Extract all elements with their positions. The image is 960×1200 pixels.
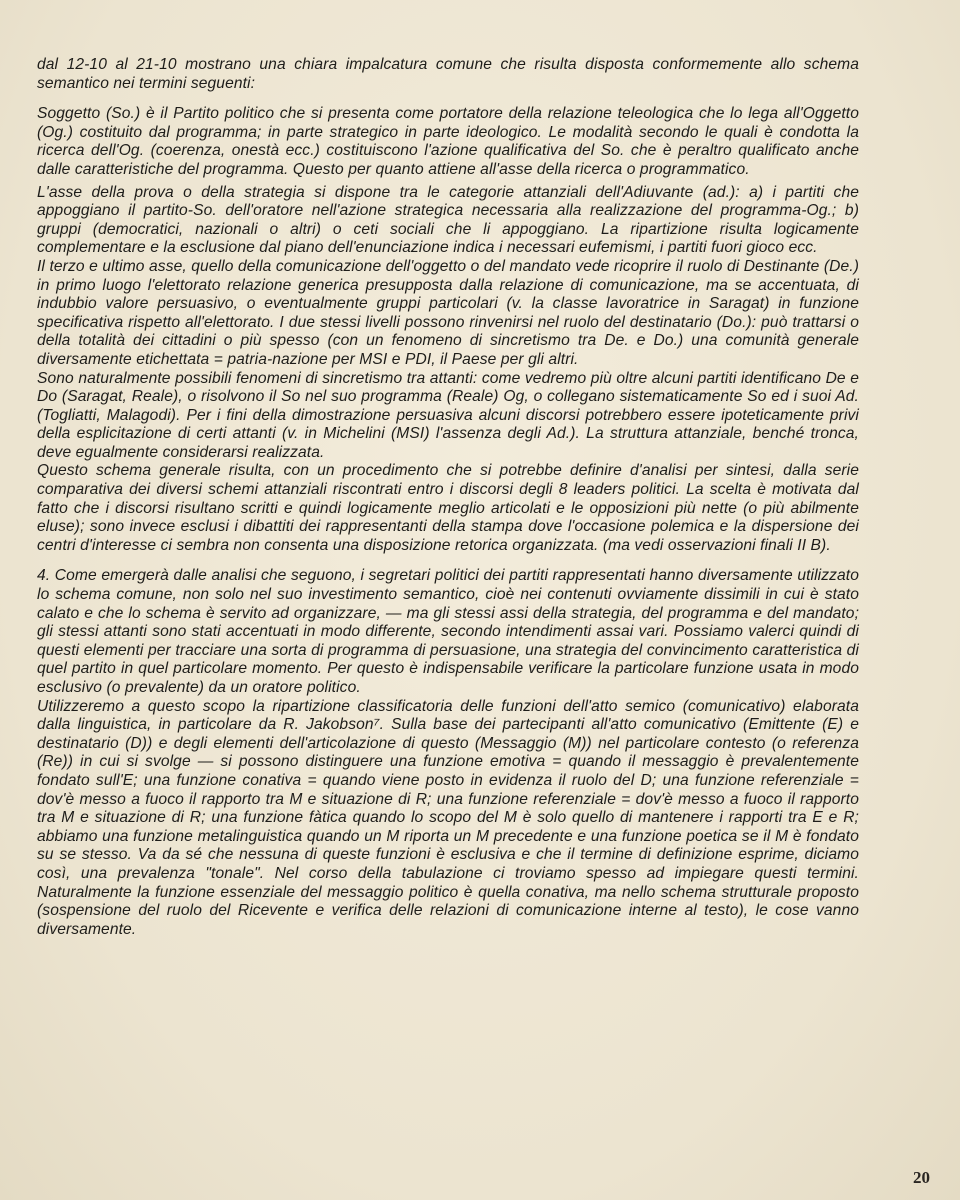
paragraph-section-4: 4. Come emergerà dalle analisi che seguono, i segretari politici dei partiti rappresentati hanno diversamente utilizzato lo schema comune, non solo nel suo investimento semantico, cioè nei contenuti ovviamente dissimili in cui è stato calato e che lo schema è servito ad organizzare, — ma gli stessi assi della strategia, del programma e del mandato; gli stessi attanti sono stati accentuati in modo differente, secondo intendimenti assai vari. Possiamo valerci quindi di questi elementi per tracciare una sorta di programma di persuasione, una strategia del convincimento caratteristica di quel partito in quel particolare momento. Per questo è indispensabile verificare la particolare funzione usata in modo esclusivo (o prevalente) da un oratore politico.: [37, 567, 859, 696]
page-number: 20: [913, 1168, 930, 1187]
paragraph-soggetto: Soggetto (So.) è il Partito politico che si presenta come portatore della relazione teleologica che lo lega all'Oggetto (Og.) costituito dal programma; in parte strategico in parte ideologico. Le modalità secondo le quali è condotta la ricerca dell'Og. (coerenza, onestà ecc.) costituiscono l'azione qualificativa del So. che è peraltro qualificato anche dalle caratteristiche del programma. Questo per quanto attiene all'asse della ricerca o programmatico.: [37, 105, 859, 178]
paragraph-terzo-asse: Il terzo e ultimo asse, quello della comunicazione dell'oggetto o del mandato vede ricoprire il ruolo di Destinante (De.) in primo luogo l'elettorato relazione generica presupposta dalla relazione di comunicazione, ma se accentuata, di indubbio valore persuasivo, o eventualmente gruppi particolari (v. la classe lavoratrice in Saragat) in funzione specificativa rispetto all'elettorato. I due stessi livelli possono rinvenirsi nel ruolo del destinatario (Do.): può trattarsi o della totalità dei cittadini o più spesso (con un fenomeno di sincretismo tra De. e Do.) una comunità generale diversamente etichettata = patria-nazione per MSI e PDI, il Paese per gli altri.: [37, 257, 859, 368]
paragraph-schema-generale: Questo schema generale risulta, con un procedimento che si potrebbe definire d'analisi per sintesi, dalla serie comparativa dei diversi schemi attanziali riscontrati entro i discorsi degli 8 leaders politici. La scelta è motivata dal fatto che i discorsi risultano scritti e quindi logicamente meglio articolati e le opposizioni più nette (o più abilmente eluse); sono invece esclusi i dibattiti dei rappresentanti della stampa dove l'occasione polemica e la dispersione dei centri d'interesse ci sembra non consenta una disposizione retorica organizzata. (ma vedi osservazioni finali II B).: [37, 462, 859, 554]
body-text: [37, 56, 859, 939]
paragraph-asse-prova: L'asse della prova o della strategia si dispone tra le categorie attanziali dell'Adiuvante (ad.): a) i partiti che appoggiano il partito-So. dell'oratore nell'azione strategica necessaria alla realizzazione del programma-Og.; b) gruppi (democratici, nazionali o altri) o ceti sociali che li appoggiano. La ripartizione risulta logicamente complementare e la esclusione dal piano dell'enunciazione indica i necessari eufemismi, i partiti fuori gioco ecc.: [37, 183, 859, 257]
paragraph-funzioni: Utilizzeremo a questo scopo la ripartizione classificatoria delle funzioni dell'atto semico (comunicativo) elaborata dalla linguistica, in particolare da R. Jakobson⁷. Sulla base dei partecipanti all'atto comunicativo (Emittente (E) e destinatario (D)) e degli elementi dell'articolazione di questo (Messaggio (M)) nel particolare contesto (o referenza (Re)) in cui si svolge — si possono distinguere una funzione emotiva = quando il messaggio è prevalentemente fondato sull'E; una funzione conativa = quando viene posto in evidenza il ruolo del D; una funzione referenziale = dov'è messo a fuoco il rapporto tra M e situazione di R; una funzione referenziale = dov'è messo a fuoco il rapporto tra M e situazione di R; una funzione fàtica quando lo scopo del M è solo quello di mantenere i rapporti tra E e R; abbiamo una funzione metalinguistica quando un M riporta un M precedente e una funzione poetica se il M è fondato su se stesso. Va da sé che nessuna di queste funzioni è esclusiva e che il termine di definizione esprime, diciamo così, una prevalenza "tonale". Nel corso della tabulazione ci troviamo spesso ad impiegare questi termini. Naturalmente la funzione essenziale del messaggio politico è quella conativa, ma nello schema strutturale proposto (sospensione del ruolo del Ricevente e verifica delle relazioni di comunicazione interne al testo), le cose vanno diversamente.: [37, 697, 859, 938]
paragraph-sincretismo: Sono naturalmente possibili fenomeni di sincretismo tra attanti: come vedremo più oltre alcuni partiti identificano De e Do (Saragat, Reale), o risolvono il So nel suo programma (Reale) Og, o collegano sistematicamente So ed i suoi Ad. (Togliatti, Malagodi). Per i fini della dimostrazione persuasiva alcuni discorsi potrebbero essere ipoteticamente privi della esplicitazione di certi attanti (v. in Michelini (MSI) l'assenza degli Ad.). La struttura attanziale, benché tronca, deve egualmente considerarsi realizzata.: [37, 369, 859, 461]
paragraph-intro: dal 12-10 al 21-10 mostrano una chiara impalcatura comune che risulta disposta conformemente allo schema semantico nei termini seguenti:: [37, 56, 859, 92]
